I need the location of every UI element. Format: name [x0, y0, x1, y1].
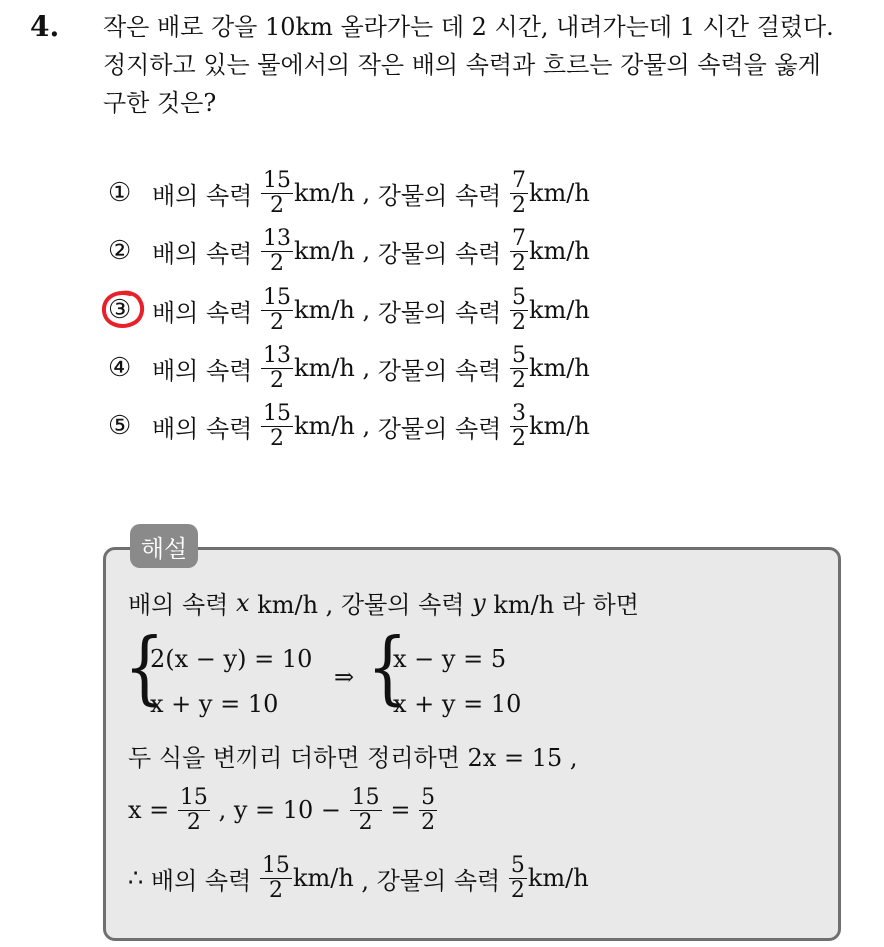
left-brace: { [124, 621, 165, 715]
river-speed-fraction: $\frac{5}{2}$ [511, 342, 526, 393]
solution-conclusion: ∴ 배의 속력 $\frac{15}{2}$ km/h , 강물의 속력 $\frac{5}{2}$ km/h [128, 852, 589, 903]
boat-speed-fraction: $\frac{13}{2}$ [263, 225, 292, 276]
choice-1[interactable]: ① 배의 속력 $\frac{15}{2}$ km/h , 강물의 속력 $\frac{7}{2}$ km/h [108, 167, 590, 218]
boat-speed-fraction: $\frac{13}{2}$ [263, 342, 292, 393]
system1-eq1: 2(x − y) = 10 [150, 645, 313, 673]
choice-number: ② [108, 236, 132, 266]
system2-eq2: x + y = 10 [393, 690, 522, 718]
river-speed-label: 강물의 속력 [377, 181, 502, 210]
solution-tag: 해설 [130, 524, 198, 568]
unit: km/h [528, 354, 590, 382]
choice-4[interactable]: ④ 배의 속력 $\frac{13}{2}$ km/h , 강물의 속력 $\frac{5}{2}$ km/h [108, 342, 590, 393]
system2-eq1: x − y = 5 [393, 645, 507, 673]
river-speed-fraction: $\frac{5}{2}$ [511, 284, 526, 335]
question-line: 작은 배로 강을 10km 올라가는 데 2 시간, 내려가는데 1 시간 걸렸다. [103, 13, 834, 41]
left-brace: { [367, 621, 408, 715]
river-speed-label: 강물의 속력 [377, 356, 502, 385]
boat-speed-fraction: $\frac{15}{2}$ [263, 167, 292, 218]
unit: km/h [528, 237, 590, 265]
choice-3[interactable]: ③ 배의 속력 $\frac{15}{2}$ km/h , 강물의 속력 $\frac{5}{2}$ km/h [108, 284, 590, 335]
unit: km/h [294, 412, 355, 440]
river-speed-label: 강물의 속력 [377, 414, 502, 443]
boat-speed-fraction: $\frac{15}{2}$ [263, 284, 292, 335]
river-speed-fraction: $\frac{3}{2}$ [511, 400, 526, 451]
implies-arrow: ⇒ [334, 663, 355, 691]
system1-eq2: x + y = 10 [150, 690, 279, 718]
question-line: 구한 것은? [103, 89, 217, 117]
unit: km/h [294, 237, 355, 265]
question-text [103, 8, 834, 122]
boat-speed-label: 배의 속력 [152, 181, 253, 210]
question-line: 정지하고 있는 물에서의 작은 배의 속력과 흐르는 강물의 속력을 옳게 [103, 51, 821, 79]
question-number: 4. [30, 10, 60, 43]
unit: km/h [528, 179, 590, 207]
solution-line-1: 배의 속력 x km/h , 강물의 속력 y km/h 라 하면 [128, 588, 639, 619]
boat-speed-label: 배의 속력 [152, 356, 253, 385]
choice-number: ① [108, 178, 132, 208]
river-speed-label: 강물의 속력 [377, 239, 502, 268]
unit: km/h [294, 354, 355, 382]
river-speed-fraction: $\frac{7}{2}$ [511, 167, 526, 218]
choice-5[interactable]: ⑤ 배의 속력 $\frac{15}{2}$ km/h , 강물의 속력 $\frac{3}{2}$ km/h [108, 400, 590, 451]
river-speed-fraction: $\frac{7}{2}$ [511, 225, 526, 276]
choice-number: ④ [108, 353, 132, 383]
unit: km/h [294, 179, 355, 207]
boat-speed-fraction: $\frac{15}{2}$ [263, 400, 292, 451]
choice-number: ⑤ [108, 411, 132, 441]
solution-line-3: 두 식을 변끼리 더하면 정리하면 2x = 15 , [128, 744, 578, 772]
choice-2[interactable]: ② 배의 속력 $\frac{13}{2}$ km/h , 강물의 속력 $\frac{7}{2}$ km/h [108, 225, 590, 276]
boat-speed-label: 배의 속력 [152, 414, 253, 443]
river-speed-label: 강물의 속력 [377, 298, 502, 327]
choice-number: ③ [108, 295, 132, 325]
boat-speed-label: 배의 속력 [152, 298, 253, 327]
boat-speed-label: 배의 속력 [152, 239, 253, 268]
unit: km/h [528, 412, 590, 440]
unit: km/h [294, 296, 355, 324]
unit: km/h [528, 296, 590, 324]
solution-line-4: x = $\frac{15}{2}$ , y = 10 − $\frac{15}{2}$ = $\frac{5}{2}$ [128, 784, 436, 835]
